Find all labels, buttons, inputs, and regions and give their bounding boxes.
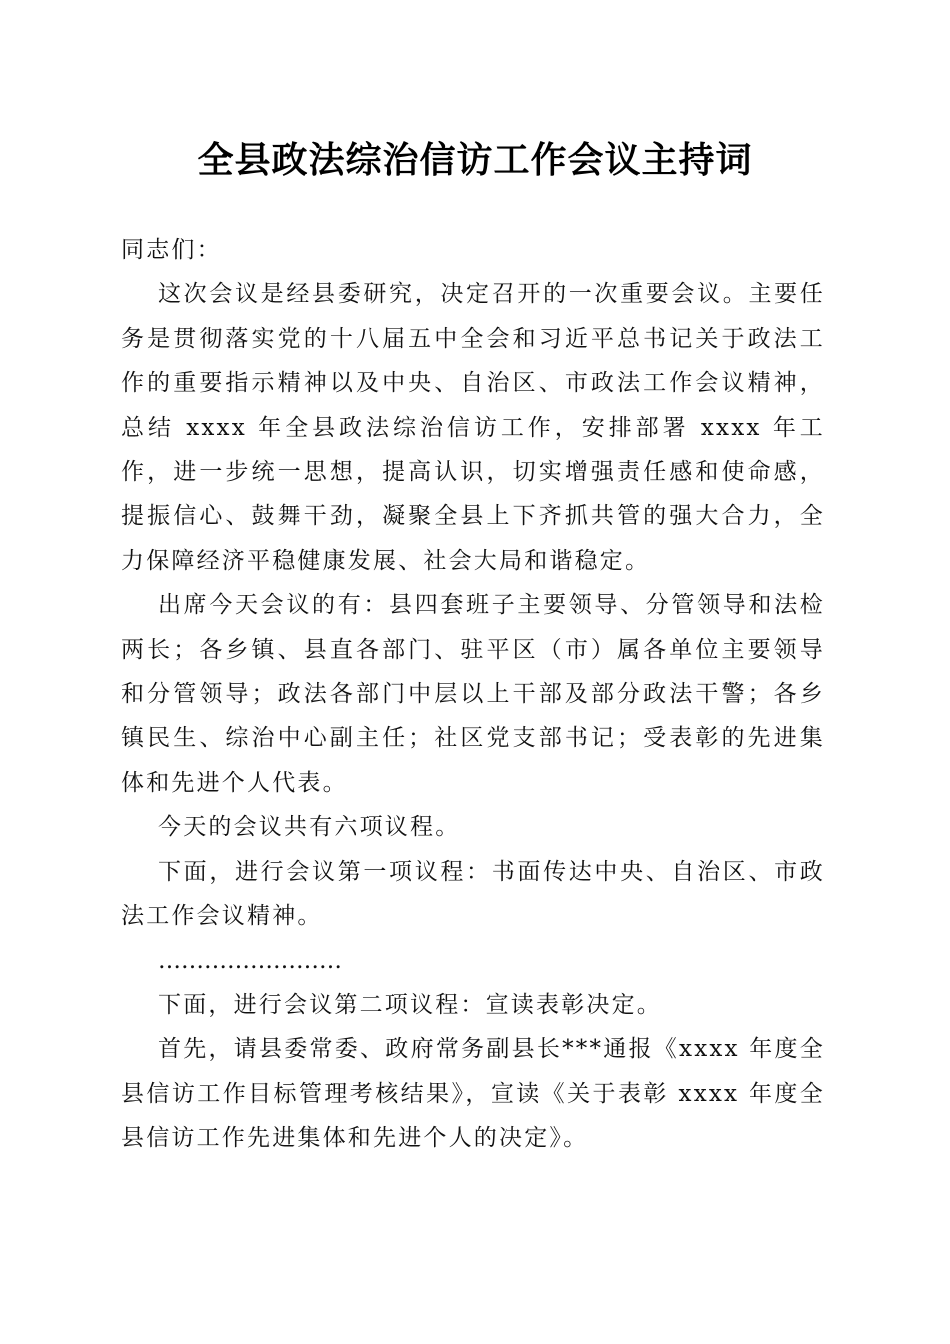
paragraph-agenda-item-2: 下面，进行会议第二项议程：宣读表彰决定。 [158, 991, 662, 1018]
document-body [121, 228, 825, 1161]
ellipsis-separator: …………………… [158, 947, 342, 974]
paragraph-attendees: 出席今天会议的有：县四套班子主要领导、分管领导和法检两长；各乡镇、县直各部门、驻平区（市）属各单位主要领导和分管领导；政法各部门中层以上干部及部分政法干警；各乡镇民生、综治中心副主任；社区党支部书记；受表彰的先进集体和先进个人代表。 [121, 592, 825, 796]
paragraph-commendation: 首先，请县委常委、政府常务副县长***通报《xxxx 年度全县信访工作目标管理考核结果》，宣读《关于表彰 xxxx 年度全县信访工作先进集体和先进个人的决定》。 [121, 1036, 825, 1152]
paragraph-meeting-purpose: 这次会议是经县委研究，决定召开的一次重要会议。主要任务是贯彻落实党的十八届五中全会和习近平总书记关于政法工作的重要指示精神以及中央、自治区、市政法工作会议精神，总结 xxxx 年全县政法综治信访工作，安排部署 xxxx 年工作，进一步统一思想，提高认识，切实增强责任感和使命感，提振信心、鼓舞干劲，凝聚全县上下齐抓共管的强大合力，全力保障经济平稳健康发展、社会大局和谐稳定。 [121, 281, 825, 574]
paragraph-agenda-count: 今天的会议共有六项议程。 [158, 814, 461, 841]
paragraph-agenda-item-1: 下面，进行会议第一项议程：书面传达中央、自治区、市政法工作会议精神。 [121, 858, 825, 930]
salutation: 同志们： [121, 237, 222, 263]
document-title: 全县政法综治信访工作会议主持词 [197, 139, 753, 181]
